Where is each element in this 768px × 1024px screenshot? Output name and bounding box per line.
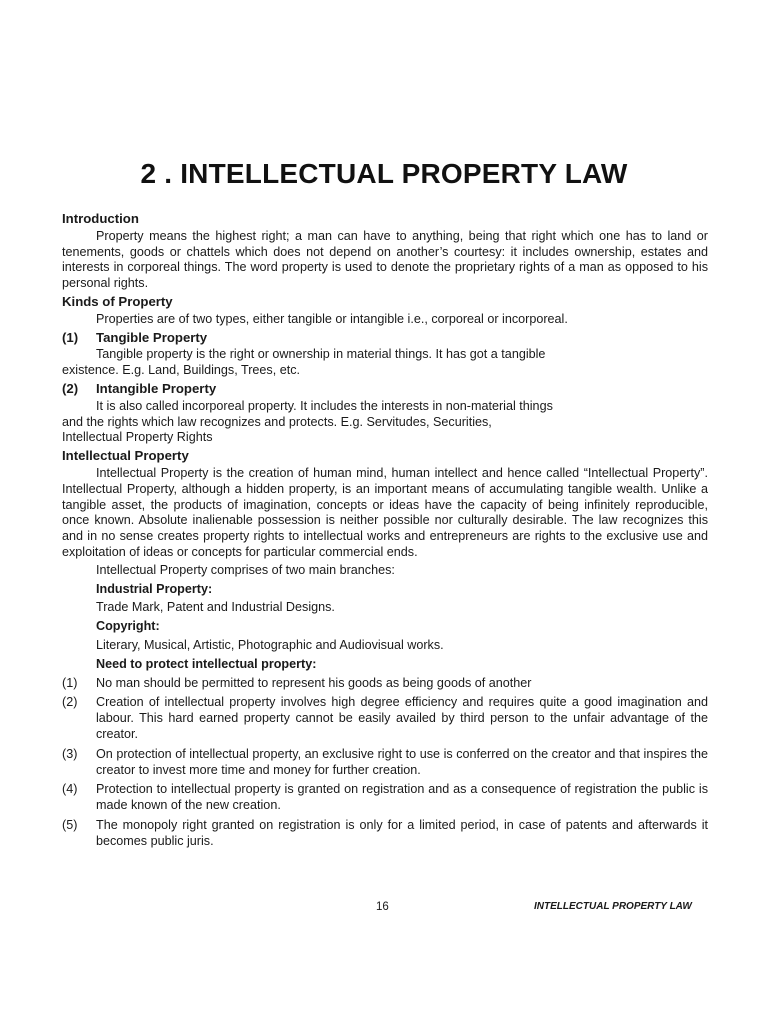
tangible-heading-text: Tangible Property xyxy=(96,329,208,345)
branches-intro: Intellectual Property comprises of two main branches: xyxy=(96,562,395,577)
list-item-text: No man should be permitted to represent his goods as being goods of another xyxy=(96,675,532,690)
list-item-text: Protection to intellectual property is granted on registration and as a consequence of registration the public is made known of the new creation. xyxy=(96,782,708,813)
tangible-line-2: existence. E.g. Land, Buildings, Trees, etc. xyxy=(62,363,301,378)
running-title: INTELLECTUAL PROPERTY LAW xyxy=(534,901,692,912)
intellectual-paragraph: Intellectual Property is the creation of human mind, human intellect and hence called “Intellectual Property”. Intellectual Property, although a hidden property, is an important means of accumulating tangible wealth. Unlike a tangible asset, the products of imagination, concepts or ideas have the capacity of being infinitely reproducible, once known. Absolute inalienable possession is neither possible nor culturally desirable. The law recognizes this and in no sense creates property rights to intellectual works and entrepreneurs are rights to the exclusive use and exploitation of ideas or concepts for particular commercial ends. xyxy=(62,465,708,559)
intangible-heading xyxy=(62,381,708,397)
list-item-number: (3) xyxy=(62,746,78,761)
tangible-heading xyxy=(62,330,708,346)
need-heading: Need to protect intellectual property: xyxy=(96,656,317,671)
list-item xyxy=(62,695,708,742)
intangible-line-1: It is also called incorporeal property. It includes the interests in non-material things xyxy=(96,398,553,413)
industrial-heading: Industrial Property: xyxy=(96,581,213,596)
copyright-heading: Copyright: xyxy=(96,619,160,634)
kinds-heading: Kinds of Property xyxy=(62,293,173,309)
introduction-paragraph: Property means the highest right; a man can have to anything, being that right which one has to land or tenements, goods or chattels which does not depend on another’s courtesy: it includes ownership, estates and interests in corporeal things. The word property is used to denote the proprietary rights of a man as opposed to his personal rights. xyxy=(62,228,708,291)
tangible-text xyxy=(62,347,708,379)
kinds-paragraph: Properties are of two types, either tangible or intangible i.e., corporeal or incorporeal. xyxy=(96,311,568,326)
tangible-number: (1) xyxy=(62,329,79,345)
list-item-text: On protection of intellectual property, an exclusive right to use is conferred on the creator and that inspires the creator to invest more time and money for further creation. xyxy=(96,746,708,777)
intangible-text xyxy=(62,399,708,446)
list-item-number: (4) xyxy=(62,782,78,797)
intangible-number: (2) xyxy=(62,380,79,396)
intangible-heading-text: Intangible Property xyxy=(96,380,217,396)
body-content xyxy=(62,211,708,853)
intangible-line-2: and the rights which law recognizes and protects. E.g. Servitudes, Securities, xyxy=(62,414,492,429)
list-item-number: (1) xyxy=(62,675,78,690)
list-item-number: (2) xyxy=(62,695,78,710)
list-item-text: Creation of intellectual property involves high degree efficiency and requires quite a good imagination and labour. This hard earned property cannot be easily availed by third person to the unfair advantage of the creator. xyxy=(96,695,708,741)
list-item xyxy=(62,747,708,779)
list-item-text: The monopoly right granted on registration is only for a limited period, in case of patents and afterwards it becomes public juris. xyxy=(96,817,708,848)
chapter-title: 2 . INTELLECTUAL PROPERTY LAW xyxy=(140,158,628,189)
copyright-text: Literary, Musical, Artistic, Photographic and Audiovisual works. xyxy=(96,637,444,652)
tangible-line-1: Tangible property is the right or ownership in material things. It has got a tangible xyxy=(96,347,546,362)
list-item xyxy=(62,676,708,692)
list-item-number: (5) xyxy=(62,817,78,832)
intellectual-heading: Intellectual Property xyxy=(62,448,189,464)
need-list xyxy=(62,676,708,850)
list-item xyxy=(62,818,708,850)
page-number: 16 xyxy=(376,901,389,913)
list-item xyxy=(62,782,708,814)
industrial-text: Trade Mark, Patent and Industrial Designs. xyxy=(96,600,335,615)
intangible-line-3: Intellectual Property Rights xyxy=(62,430,213,445)
introduction-heading: Introduction xyxy=(62,211,139,226)
